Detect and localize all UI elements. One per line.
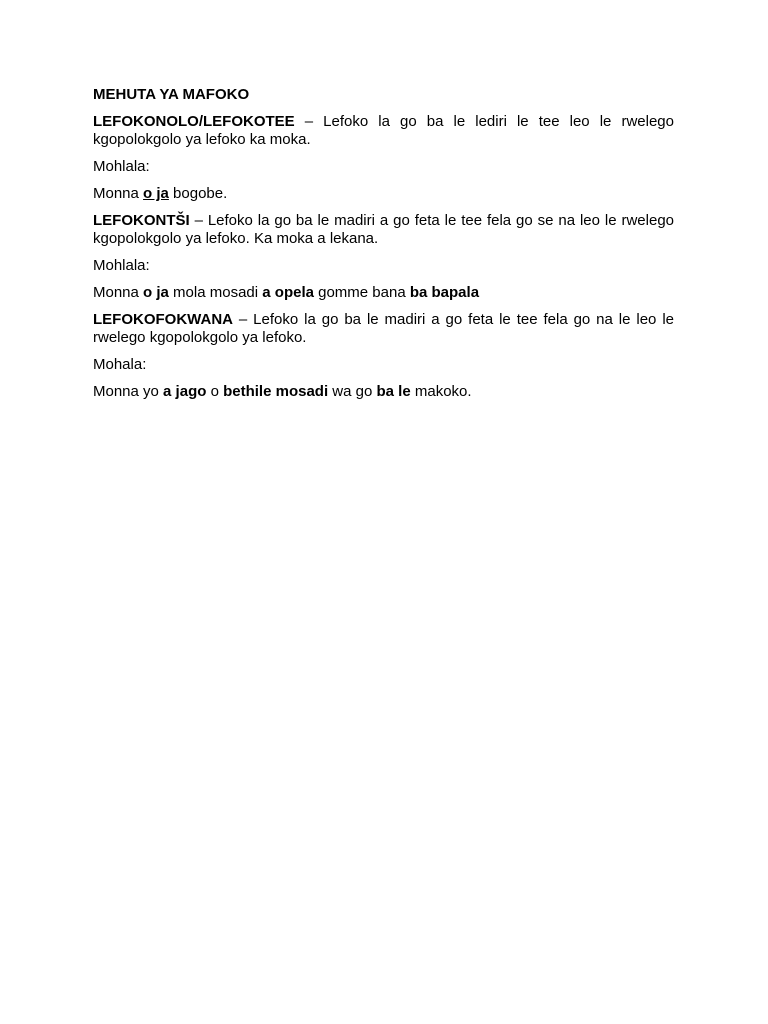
section2-example: [93, 284, 674, 302]
section1-example-verb: o ja: [143, 185, 169, 202]
section3-example-t1: Monna yo: [93, 383, 164, 400]
section2-example-t2: mola mosadi: [168, 284, 263, 301]
section1-term: LEFOKONOLO/LEFOKOTEE: [93, 113, 295, 130]
section3-example-label: Mohala:: [93, 356, 147, 373]
document-page: [93, 86, 674, 410]
section2-example-t1: Monna: [93, 284, 144, 301]
section3-term: LEFOKOFOKWANA: [93, 311, 233, 328]
document-title: MEHUTA YA MAFOKO: [93, 86, 250, 103]
section3-example-t3: wa go: [328, 383, 377, 400]
section2-term: LEFOKONTŠI: [93, 212, 190, 229]
section2-definition: [93, 212, 674, 248]
section3-example-t4: makoko.: [410, 383, 472, 400]
section1-example-post: bogobe.: [168, 185, 228, 202]
section1-example-pre: Monna: [93, 185, 144, 202]
section1-example: [93, 185, 674, 203]
section3-example-t2: o: [206, 383, 224, 400]
section1-definition-text: – Lefoko la go ba le lediri le tee leo le rwelego kgopolokgolo ya lefoko ka moka.: [93, 113, 674, 148]
section2-example-b1: o ja: [143, 284, 169, 301]
section2-example-t3: gomme bana: [313, 284, 410, 301]
section1-definition: [93, 113, 674, 149]
section3-definition: [93, 311, 674, 347]
section2-example-label: Mohlala:: [93, 257, 150, 274]
section2-example-b2: a opela: [262, 284, 314, 301]
section3-example-b1: a jago: [163, 383, 207, 400]
section3-example: [93, 383, 674, 401]
section3-example-b3: ba le: [376, 383, 411, 400]
section2-definition-text: – Lefoko la go ba le madiri a go feta le tee fela go se na leo le rwelego kgopolokgolo ya lefoko. Ka moka a lekana.: [93, 212, 674, 247]
section3-definition-text: – Lefoko la go ba le madiri a go feta le tee fela go na le leo le rwelego kgopolokgolo ya lefoko.: [93, 311, 674, 346]
section2-example-b3: ba bapala: [409, 284, 480, 301]
section3-example-b2: bethile mosadi: [223, 383, 329, 400]
section1-example-label: Mohlala:: [93, 158, 150, 175]
